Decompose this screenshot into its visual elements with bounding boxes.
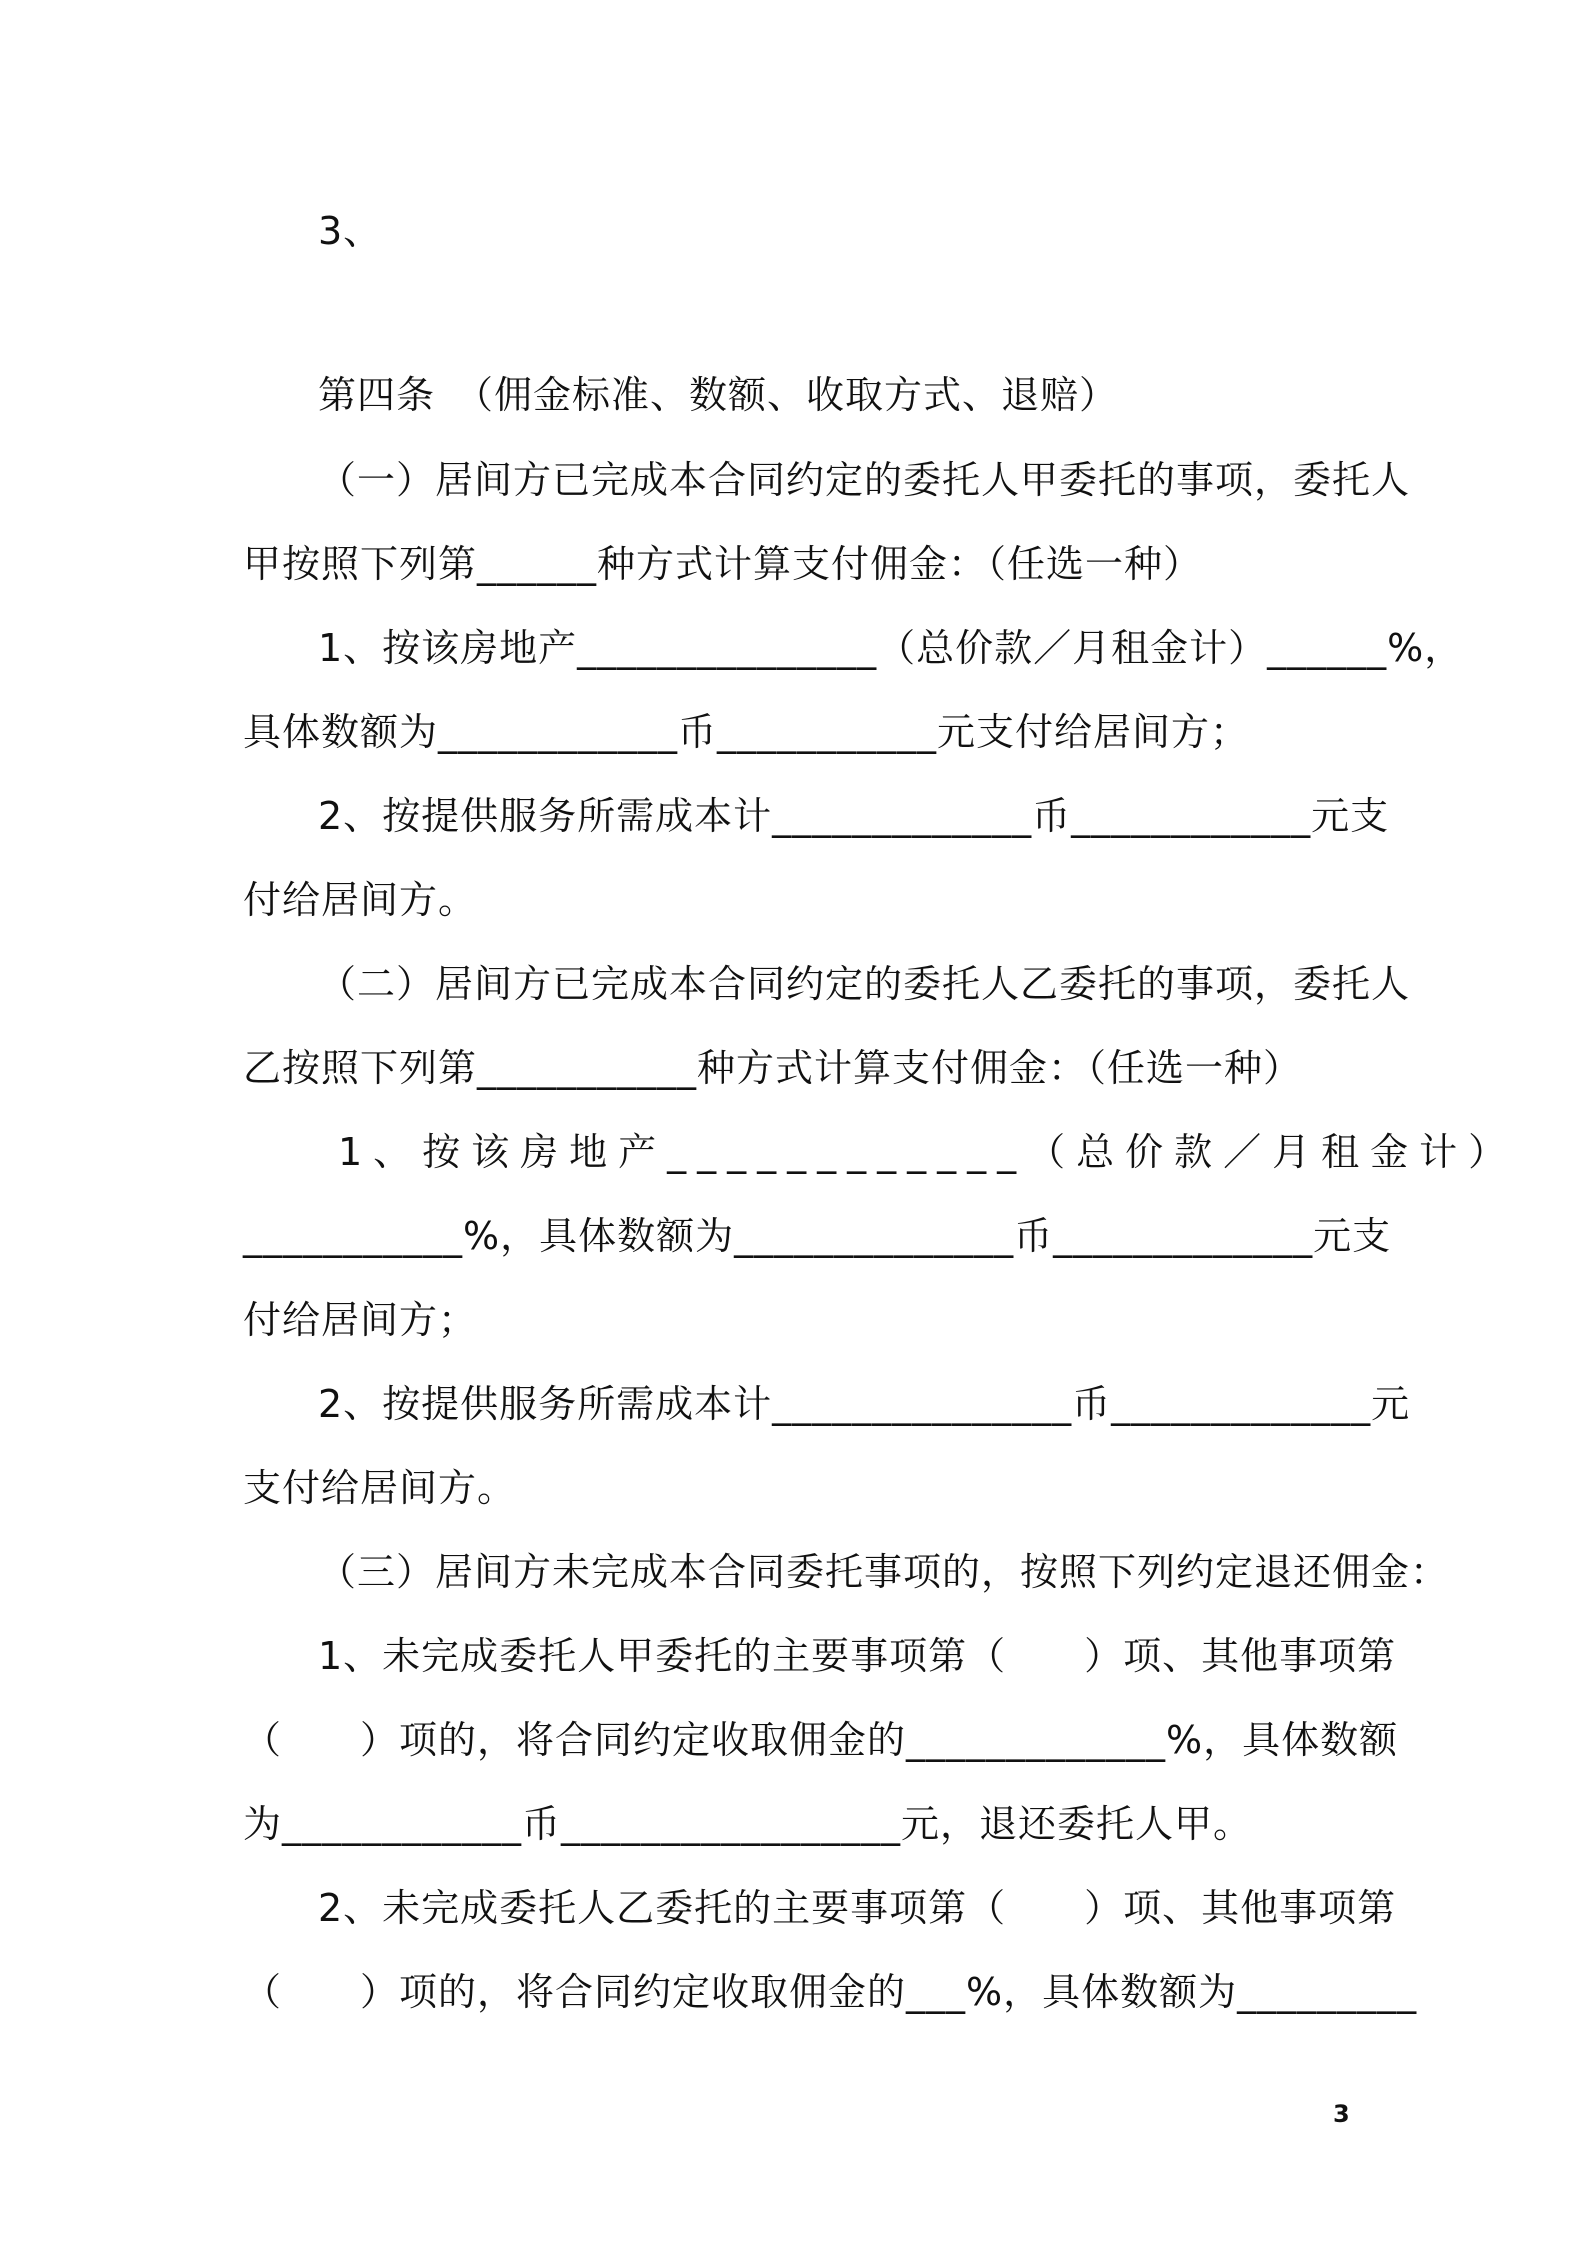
- para-2-item-1-line-3: 付给居间方；: [243, 1298, 478, 1342]
- para-1-item-2-line-1: 2、按提供服务所需成本计_____________币____________元支: [318, 794, 1390, 838]
- para-3-item-1-line-1: 1、未完成委托人甲委托的主要事项第（ ）项、其他事项第: [318, 1634, 1397, 1678]
- para-1-item-1-line-1: 1、按该房地产_______________（总价款／月租金计）______%，: [318, 626, 1464, 670]
- para-2-line-1: （二）居间方已完成本合同约定的委托人乙委托的事项，委托人: [318, 962, 1411, 1006]
- para-3-line-1: （三）居间方未完成本合同委托事项的，按照下列约定退还佣金：: [318, 1550, 1450, 1594]
- item-3-line: 3、: [318, 209, 383, 253]
- para-1-line-2: 甲按照下列第______种方式计算支付佣金：（任选一种）: [243, 542, 1203, 586]
- page-number: 3: [1333, 2100, 1350, 2128]
- para-1-item-2-line-2: 付给居间方。: [243, 878, 478, 922]
- para-2-item-1-line-1: 1、按该房地产____________（总价款／月租金计）: [338, 1130, 1518, 1174]
- para-2-item-2-line-1: 2、按提供服务所需成本计_______________币_____________元: [318, 1382, 1411, 1426]
- para-1-line-1: （一）居间方已完成本合同约定的委托人甲委托的事项，委托人: [318, 458, 1411, 502]
- para-3-item-1-line-3: 为____________币_________________元，退还委托人甲。: [243, 1802, 1253, 1846]
- article-4-heading: 第四条 （佣金标准、数额、收取方式、退赔）: [318, 373, 1119, 417]
- para-3-item-1-line-2: （ ）项的，将合同约定收取佣金的_____________%，具体数额: [243, 1718, 1399, 1762]
- para-3-item-2-line-1: 2、未完成委托人乙委托的主要事项第（ ）项、其他事项第: [318, 1886, 1397, 1930]
- para-3-item-2-line-2: （ ）项的，将合同约定收取佣金的___%，具体数额为_________: [243, 1970, 1418, 2014]
- para-1-item-1-line-2: 具体数额为____________币___________元支付给居间方；: [243, 710, 1250, 754]
- para-2-item-1-line-2: ___________%，具体数额为______________币_____________元支: [243, 1214, 1392, 1258]
- para-2-item-2-line-2: 支付给居间方。: [243, 1466, 517, 1510]
- para-2-line-2: 乙按照下列第___________种方式计算支付佣金：（任选一种）: [243, 1046, 1303, 1090]
